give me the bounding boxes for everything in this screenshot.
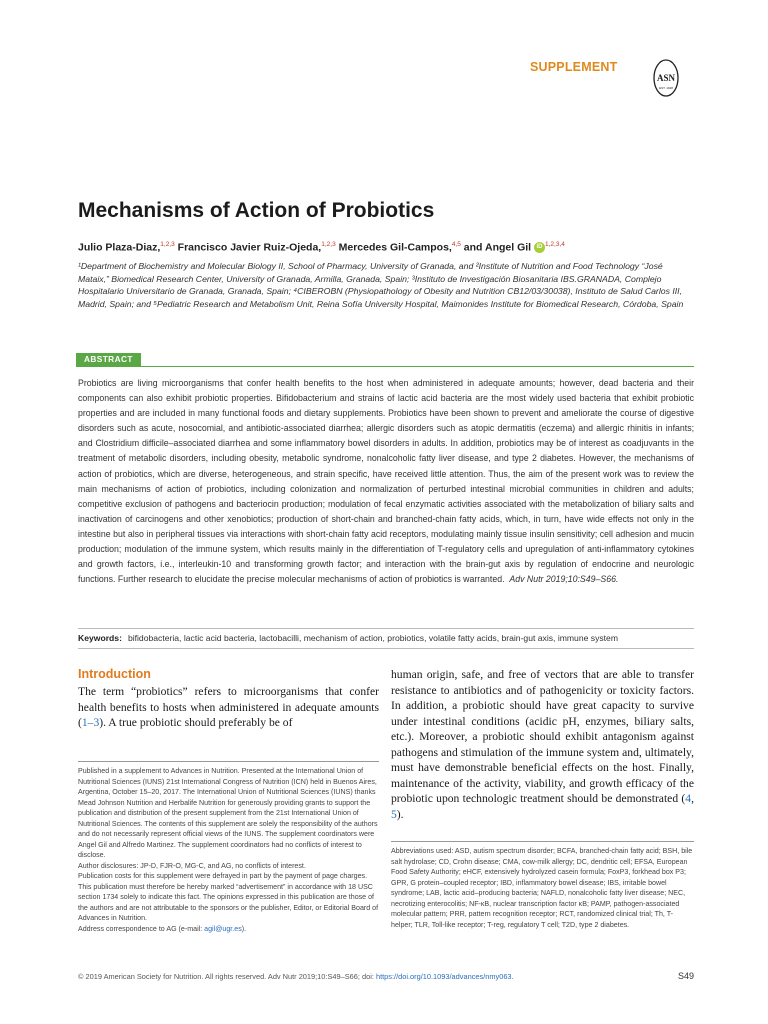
abstract-label: ABSTRACT <box>76 353 141 366</box>
footnote-disclosures: Author disclosures: JP-D, FJR-O, MG-C, and AG, no conflicts of interest. <box>78 861 306 870</box>
author-affil: 4,5 <box>451 241 461 248</box>
affiliations: ¹Department of Biochemistry and Molecular Biology II, School of Pharmacy, University of Granada, and ²Institute of Nutrition and Food Technology “José Mataix,” Biomedical Research Center, University of Granada, Armilla, Granada, Spain; ³Instituto de Investigación Biosanitaria IBS.GRANADA, Complejo Hospitalario Universitario de Granada, Granada, Spain; ⁴CIBEROBN (Physiopathology of Obesity and Nutrition CB12/03/30038), Instituto de Salud Carlos III, Madrid, Spain; and ⁵Pediatric Research and Metabolism Unit, Reina Sofía University Hospital, Maimonides Institute for Biomedical Research, Córdoba, Spain <box>78 261 684 309</box>
correspondence-label: Address correspondence to AG (e-mail: <box>78 924 205 933</box>
body-text: human origin, safe, and free of vectors that are able to transfer resistance to antibiotics and of pathogenicity or toxicity factors. In addition, a probiotic should have great capacity to survive under intestinal conditions (acidic pH, enzymes, biliary salts, etc.). Moreover, a probiotic should exhibit antagonism against pathogens and stimulation of the immune system and, ultimately, must have demonstrable beneficial effects on the host. Finally, maintenance of the activity, viability, and growth efficacy of the probiotic upon technologic treatment should be demonstrated ( <box>391 668 694 805</box>
body-column-right <box>391 667 694 822</box>
page-number: S49 <box>677 971 694 981</box>
reference-link[interactable]: 1–3 <box>81 716 100 729</box>
author-name: Francisco Javier Ruiz-Ojeda, <box>177 241 322 254</box>
author-name: Mercedes Gil-Campos, <box>338 241 452 254</box>
reference-link[interactable]: 4 <box>685 792 692 805</box>
footnote-costs: Publication costs for this supplement were defrayed in part by the payment of page charges. This publication must therefore be hereby marked “advertisement” in accordance with 18 USC section 1734 solely to indicate this fact. The opinions expressed in this publication are those of the authors and are not attributable to the sponsors or the publisher, Editor, or Editorial Board of Advances in Nutrition. <box>78 872 379 922</box>
author-list <box>78 241 565 254</box>
abstract-body <box>78 376 694 587</box>
author-name: and Angel Gil <box>463 241 534 254</box>
author-affil: 1,2,3 <box>321 241 336 248</box>
body-text: The term “probiotics” refers to microorganisms that confer health benefits to hosts when administered in adequate amounts ( <box>78 685 379 729</box>
body-text: ). <box>396 807 404 821</box>
body-text: ). A true probiotic should preferably be of <box>99 716 293 729</box>
abstract-citation: Adv Nutr 2019;10:S49–S66. <box>509 574 619 585</box>
body-column-left <box>78 684 379 731</box>
correspondence-end: ). <box>241 924 247 933</box>
author-affil: 1,2,3 <box>160 241 175 248</box>
supplement-label: SUPPLEMENT <box>530 60 618 74</box>
logo-text: ASN <box>656 73 676 83</box>
reference-link[interactable]: 5 <box>391 807 397 821</box>
footnote-correspondence <box>78 924 379 935</box>
doi-link[interactable]: https://doi.org/10.1093/advances/nmy063 <box>375 972 512 981</box>
author-affil: 1,2,3,4 <box>545 241 565 248</box>
asn-logo <box>652 58 680 98</box>
footnotes-left <box>78 761 379 934</box>
footer-text: © 2019 American Society for Nutrition. All rights reserved. Adv Nutr 2019;10:S49–S66; doi: <box>78 972 376 981</box>
keywords-label: Keywords: <box>78 633 122 643</box>
abbreviations-footnote: Abbreviations used: ASD, autism spectrum disorder; BCFA, branched-chain fatty acid; BSH, bile salt hydrolase; CD, Crohn disease; CMA, cow-milk allergy; DC, dendritic cell; EFSA, European Food Safety Authority; eHCF, extensively hydrolyzed casein formula; FoxP3, forkhead box P3; GPR, G protein–coupled receptor; IBD, inflammatory bowel disease; IBS, irritable bowel syndrome; LAB, lactic acid–producing bacteria; NAFLD, nonalcoholic fatty liver disease; NEC, necrotizing enterocolitis; NF-κB, nuclear transcription factor κB; PAMP, pathogen-associated molecular pattern; PRR, pattern recognition receptor; RCT, randomized clinical trial; Th, T-helper; TLR, Toll-like receptor; T-reg, regulatory T cell; T2D, type 2 diabetes. <box>391 841 694 930</box>
footer-end: . <box>511 972 514 981</box>
author-name: Julio Plaza-Diaz, <box>78 241 161 254</box>
page-footer <box>78 972 694 981</box>
introduction-heading: Introduction <box>78 667 151 681</box>
logo-sub: EST. 1928 <box>659 86 673 90</box>
abstract-text: Probiotics are living microorganisms that confer health benefits to the host when administered in adequate amounts; however, dead bacteria and their components can also exhibit probiotic properties. Bifidobacterium and strains of lactic acid bacteria are the most widely used bacteria that exhibit probiotic properties and are included in many functional foods and dietary supplements. Probiotics have been shown to prevent and ameliorate the course of digestive disorders such as acute, nosocomial, and antibiotic-associated diarrhea; allergic disorders such as atopic dermatitis (eczema) and allergic rhinitis in infants; and Clostridium difficile–associated diarrhea and some inflammatory bowel disorders in adults. In addition, probiotics may be of interest as coadjuvants in the treatment of metabolic disorders, including obesity, metabolic syndrome, nonalcoholic fatty liver disease, and type 2 diabetes. However, the mechanisms of action of probiotics, which are diverse, heterogeneous, and strain specific, have received little attention. Thus, the aim of the present work was to review the main mechanisms of action of probiotics, including colonization and normalization of perturbed intestinal microbial communities in children and adults; competitive exclusion of pathogens and bacteriocin production; modulation of fecal enzymatic activities associated with the metabolization of biliary salts and inactivation of carcinogens and other xenobiotics; production of short-chain and branched-chain fatty acids, which, in turn, have wide effects not only in the intestine but also in peripheral tissues via interactions with short-chain fatty acid receptors, modulating mainly tissue insulin sensitivity; cell adhesion and mucin production; modulation of the immune system, which results mainly in the differentiation of T-regulatory cells and upregulation of anti-inflammatory cytokines and growth factors, i.e., interleukin-10 and transforming growth factor; and interaction with the brain-gut axis by regulation of endocrine and neurologic functions. Further research to elucidate the precise molecular mechanisms of action of probiotics is warranted. <box>78 378 694 585</box>
email-link[interactable]: agil@ugr.es <box>204 924 242 933</box>
keywords <box>78 628 694 649</box>
footnote-published: Published in a supplement to Advances in Nutrition. Presented at the International Union of Nutritional Sciences (IUNS) 21st International Congress of Nutrition (ICN) held in Buenos Aires, Argentina, October 15–20, 2017. The International Union of Nutritional Sciences (IUNS) thanks Mead Johnson Nutrition and Herbalife Nutrition for generously providing grants to support the publication and distribution of the present supplement from the 21st International Union of Nutritional Sciences. The contents of this supplement are solely the responsibility of the authors and do not necessarily represent official views of the IUNS. The supplement coordinators were Angel Gil and Alfredo Martinez. The supplement coordinators had no conflicts of interest to disclose. <box>78 767 378 859</box>
orcid-icon[interactable]: iD <box>534 242 545 253</box>
body-text: , <box>691 792 694 805</box>
keywords-text: bifidobacteria, lactic acid bacteria, lactobacilli, mechanism of action, probiotics, volatile fatty acids, brain-gut axis, immune system <box>127 633 618 643</box>
article-title: Mechanisms of Action of Probiotics <box>78 199 435 222</box>
abstract-header <box>76 353 694 367</box>
